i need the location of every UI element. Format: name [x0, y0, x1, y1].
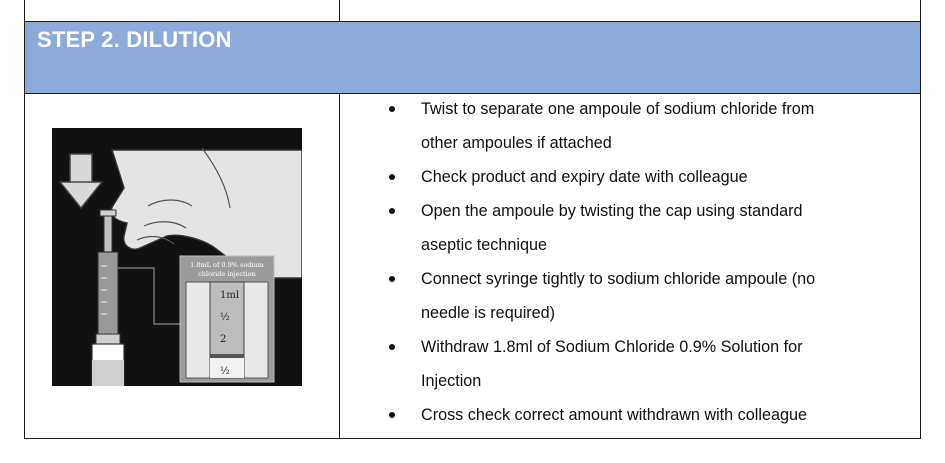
instruction-text: needle is required)	[421, 304, 556, 322]
instruction-text: aseptic technique	[421, 236, 547, 254]
figure-label-line1: 1.8mL of 0.9% sodium	[190, 261, 264, 269]
instruction-text: Withdraw 1.8ml of Sodium Chloride 0.9% Solution for	[421, 338, 803, 356]
instruction-text: Cross check correct amount withdrawn with colleague	[421, 406, 807, 424]
bullet-icon	[389, 106, 395, 112]
table-column-divider	[339, 93, 340, 439]
instruction-item	[388, 330, 918, 398]
instruction-text: other ampoules if attached	[421, 134, 612, 152]
table-bottom-border	[24, 438, 921, 439]
instruction-list	[388, 92, 918, 432]
instruction-item	[388, 92, 918, 160]
instruction-text: Open the ampoule by twisting the cap using standard	[421, 202, 803, 220]
table-left-border	[24, 0, 25, 439]
bullet-icon	[389, 412, 395, 418]
instruction-item	[388, 194, 918, 262]
instruction-text: Check product and expiry date with colleague	[421, 168, 748, 186]
section-title: STEP 2. DILUTION	[37, 27, 232, 52]
table-row-divider-top	[24, 21, 921, 22]
instruction-item	[388, 160, 918, 194]
instruction-text: Injection	[421, 372, 482, 390]
instruction-text: Twist to separate one ampoule of sodium chloride from	[421, 100, 815, 118]
bullet-icon	[389, 174, 395, 180]
instruction-item	[388, 398, 918, 432]
instruction-text: Connect syringe tightly to sodium chloride ampoule (no	[421, 270, 816, 288]
scale-mark-half-a: ½	[220, 312, 230, 323]
syringe-illustration	[52, 128, 302, 386]
bullet-icon	[389, 208, 395, 214]
scale-mark-1ml: 1ml	[220, 290, 240, 301]
table-column-divider-top	[339, 0, 340, 22]
figure-label-line2: chloride injection	[198, 270, 256, 278]
instruction-item	[388, 262, 918, 330]
scale-mark-2: 2	[220, 334, 227, 345]
bullet-icon	[389, 344, 395, 350]
scale-mark-half-b: ½	[220, 366, 230, 377]
table-right-border	[920, 0, 921, 439]
bullet-icon	[389, 276, 395, 282]
